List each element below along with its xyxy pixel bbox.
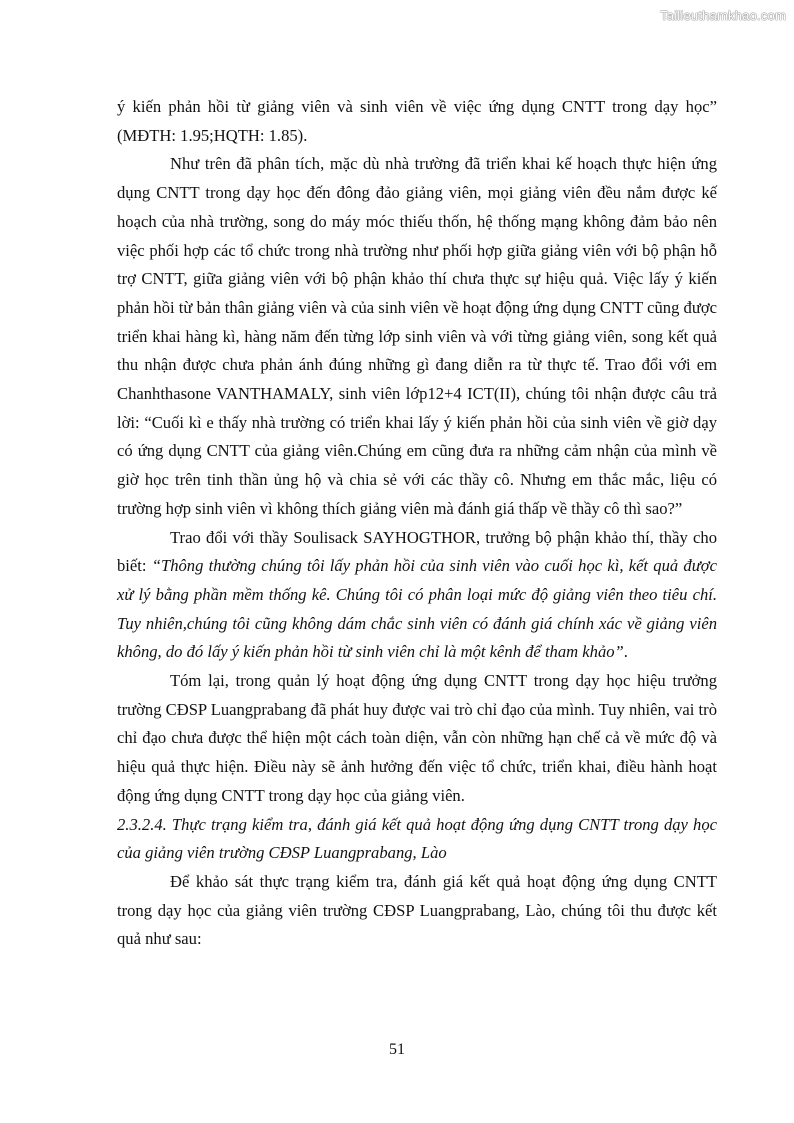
- interview-quote: “Thông thường chúng tôi lấy phản hồi của sinh viên vào cuối học kì, kết quả được xử lý bằng phần mềm thống kê. Chúng tôi có phân loại mức độ giảng viên theo tiêu chí. Tuy nhiên,chúng tôi cũng không dám chắc sinh viên có đánh giá chính xác về giảng viên không, do đó lấy ý kiến phản hồi từ sinh viên chỉ là một kênh để tham khảo”: [117, 556, 717, 662]
- section-heading: 2.3.2.4. Thực trạng kiểm tra, đánh giá kết quả hoạt động ứng dụng CNTT trong dạy học của giảng viên trường CĐSP Luangprabang, Lào: [117, 814, 717, 863]
- page-number: 51: [389, 1041, 405, 1058]
- document-body: [117, 93, 717, 954]
- paragraph-analysis: Như trên đã phân tích, mặc dù nhà trường đã triển khai kế hoạch thực hiện ứng dụng CNTT trong dạy học đến đông đảo giảng viên, mọi giảng viên đều nắm được kế hoạch của nhà trường, song do máy móc thiếu thốn, hệ thống mạng không đảm bảo nên việc phối hợp các tổ chức trong nhà trường như phối hợp giữa giảng viên với bộ phận hỗ trợ CNTT, giữa giảng viên với bộ phận khảo thí chưa thực sự hiệu quả. Việc lấy ý kiến phản hồi từ bản thân giảng viên và của sinh viên về hoạt động ứng dụng CNTT cũng được triển khai hàng kì, hàng năm đến từng lớp sinh viên và với từng giảng viên, song kết quả thu nhận được chưa phản ánh đúng những gì đang diễn ra từ thực tế. Trao đổi với em Chanhthasone VANTHAMALY, sinh viên lớp12+4 ICT(II), chúng tôi nhận được câu trả lời: “Cuối kì e thấy nhà trường có triển khai lấy ý kiến phản hồi của sinh viên về giờ dạy có ứng dụng CNTT của giảng viên.Chúng em cũng đưa ra những cảm nhận của mình về giờ học trên tinh thần ủng hộ và chia sẻ với các thầy cô. Nhưng em thắc mắc, liệu có trường hợp sinh viên vì không thích giảng viên mà đánh giá thấp về thầy cô thì sao?”: [117, 154, 717, 518]
- paragraph-continuation: ý kiến phản hồi từ giảng viên và sinh viên về việc ứng dụng CNTT trong dạy học” (MĐTH: 1.95;HQTH: 1.85).: [117, 97, 717, 145]
- paragraph-closing: Để khảo sát thực trạng kiểm tra, đánh giá kết quả hoạt động ứng dụng CNTT trong dạy học của giảng viên trường CĐSP Luangprabang, Lào, chúng tôi thu được kết quả như sau:: [117, 871, 717, 949]
- interview-end: .: [623, 642, 628, 662]
- watermark-text: Tailieuthamkhao.com: [660, 8, 786, 23]
- paragraph-summary: Tóm lại, trong quản lý hoạt động ứng dụng CNTT trong dạy học hiệu trưởng trường CĐSP Luangprabang đã phát huy được vai trò chỉ đạo của mình. Tuy nhiên, vai trò chỉ đạo chưa được thể hiện một cách toàn diện, vẫn còn những hạn chế cả về mức độ và hiệu quả thực hiện. Điều này sẽ ảnh hưởng đến việc tổ chức, triển khai, điều hành hoạt động ứng dụng CNTT trong dạy học của giảng viên.: [117, 671, 717, 805]
- interview-intro: Trao đổi với thầy Soulisack SAYHOGTHOR, trưởng bộ phận khảo thí, thầy cho biết:: [117, 527, 717, 576]
- paragraph-interview: [117, 524, 717, 668]
